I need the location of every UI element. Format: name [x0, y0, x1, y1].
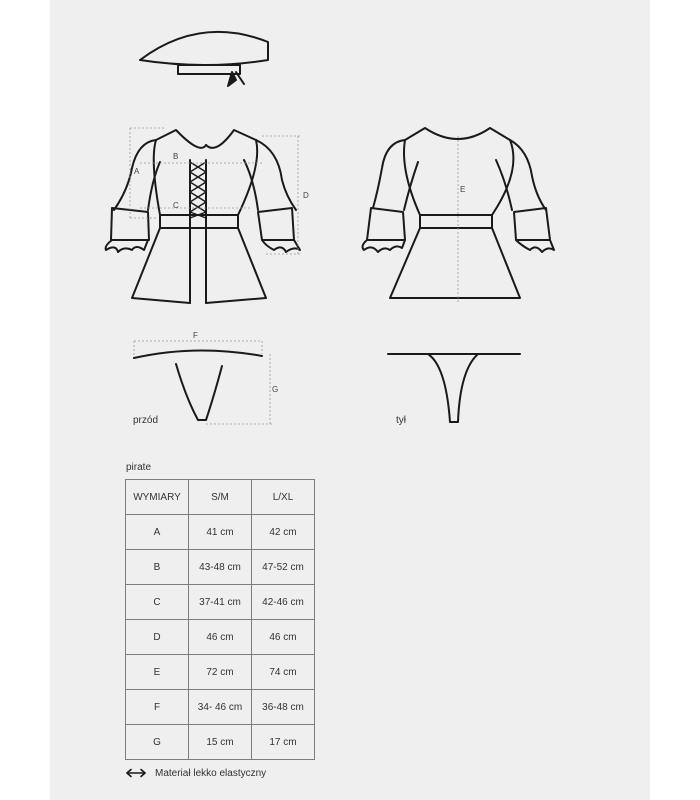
- legend-text: Materiał lekko elastyczny: [155, 767, 267, 779]
- label-c: C: [173, 201, 179, 210]
- table-header-row: [126, 480, 315, 515]
- row-sm-value: 15 cm: [189, 725, 252, 760]
- row-dimension: F: [126, 690, 189, 725]
- double-arrow-icon: [125, 768, 147, 778]
- table-row: [126, 515, 315, 550]
- table-row: [126, 620, 315, 655]
- header-size-sm: S/M: [189, 480, 252, 515]
- size-table: [125, 479, 315, 760]
- row-dimension: C: [126, 585, 189, 620]
- table-row: [126, 655, 315, 690]
- row-lxl-value: 17 cm: [252, 725, 315, 760]
- row-lxl-value: 42-46 cm: [252, 585, 315, 620]
- label-a: A: [134, 167, 140, 176]
- row-lxl-value: 42 cm: [252, 515, 315, 550]
- table-title: pirate: [126, 462, 152, 473]
- legend: [125, 766, 266, 780]
- label-d: D: [303, 191, 309, 200]
- row-sm-value: 41 cm: [189, 515, 252, 550]
- hat-drawing: [140, 32, 268, 86]
- table-row: [126, 690, 315, 725]
- row-sm-value: 37-41 cm: [189, 585, 252, 620]
- label-e: E: [460, 185, 466, 194]
- row-dimension: G: [126, 725, 189, 760]
- lacing-drawing: [190, 162, 206, 218]
- row-dimension: E: [126, 655, 189, 690]
- dimension-lines: [130, 128, 458, 424]
- label-g: G: [272, 385, 279, 394]
- header-dimension: WYMIARY: [126, 480, 189, 515]
- table-row: [126, 585, 315, 620]
- row-dimension: B: [126, 550, 189, 585]
- table-row: [126, 550, 315, 585]
- row-sm-value: 72 cm: [189, 655, 252, 690]
- label-b: B: [173, 152, 179, 161]
- back-label: tył: [396, 415, 406, 426]
- row-lxl-value: 46 cm: [252, 620, 315, 655]
- row-lxl-value: 47-52 cm: [252, 550, 315, 585]
- header-size-lxl: L/XL: [252, 480, 315, 515]
- row-lxl-value: 36-48 cm: [252, 690, 315, 725]
- row-sm-value: 46 cm: [189, 620, 252, 655]
- row-dimension: A: [126, 515, 189, 550]
- front-label: przód: [133, 415, 159, 426]
- front-thong-drawing: [134, 350, 262, 420]
- row-sm-value: 34- 46 cm: [189, 690, 252, 725]
- back-thong-drawing: [388, 354, 520, 422]
- row-dimension: D: [126, 620, 189, 655]
- row-sm-value: 43-48 cm: [189, 550, 252, 585]
- label-f: F: [193, 331, 198, 340]
- row-lxl-value: 74 cm: [252, 655, 315, 690]
- table-row: [126, 725, 315, 760]
